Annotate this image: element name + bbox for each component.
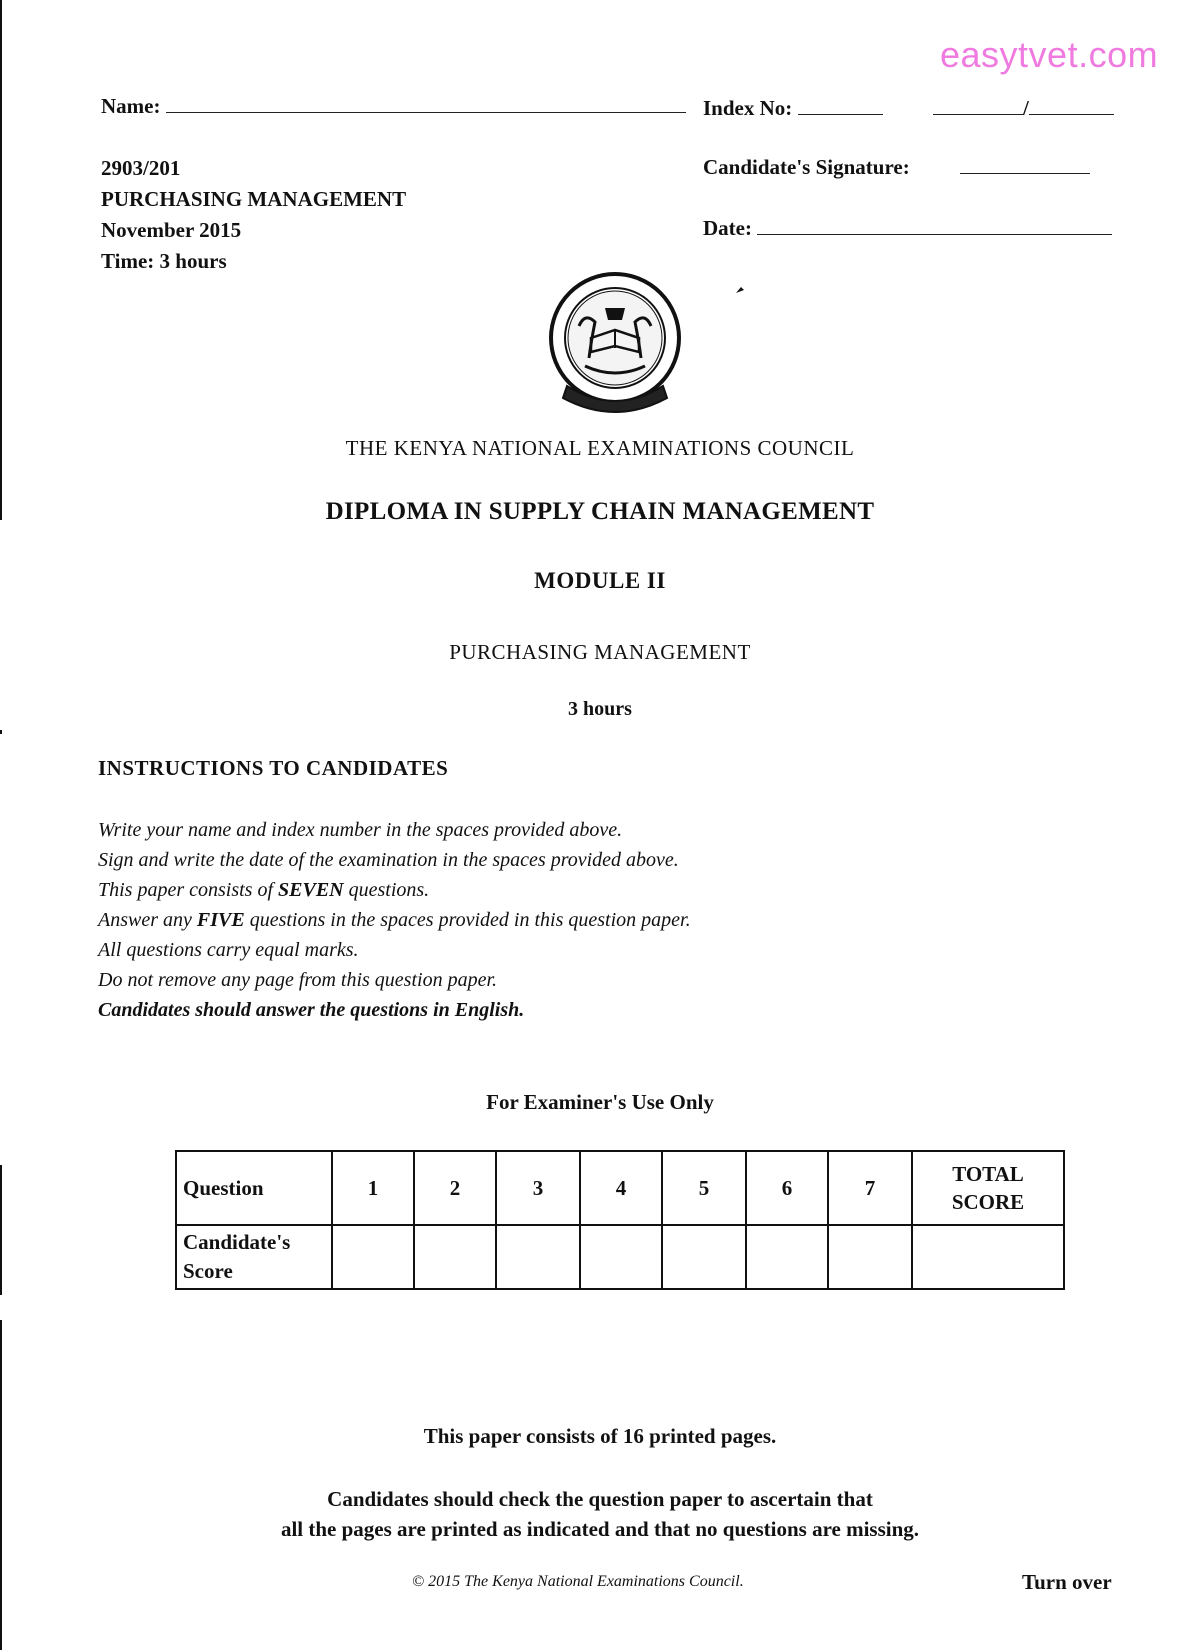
diploma-title: DIPLOMA IN SUPPLY CHAIN MANAGEMENT xyxy=(325,498,875,525)
date-field[interactable] xyxy=(703,216,1112,241)
date-label: Date: xyxy=(703,216,752,240)
total-label: TOTAL xyxy=(952,1162,1024,1186)
instruction-emphasis: SEVEN xyxy=(278,879,344,901)
question-number: 7 xyxy=(828,1151,912,1225)
duration: 3 hours xyxy=(568,698,632,720)
index-separator: / xyxy=(1023,96,1029,120)
question-number: 2 xyxy=(414,1151,496,1225)
paper-session: November 2015 xyxy=(101,218,242,242)
index-field[interactable] xyxy=(703,96,1114,121)
scan-edge-mark xyxy=(0,1165,2,1295)
question-row-label: Question xyxy=(176,1151,332,1225)
name-label: Name: xyxy=(101,94,161,118)
paper-meta xyxy=(101,153,406,277)
instruction-text: questions in the spaces provided in this question paper. xyxy=(244,909,691,931)
score-label: Score xyxy=(183,1259,233,1283)
total-score-header xyxy=(912,1151,1064,1225)
instruction-line: All questions carry equal marks. xyxy=(98,939,359,961)
score-cell[interactable] xyxy=(332,1225,414,1289)
signature-line[interactable] xyxy=(960,173,1090,174)
score-cell[interactable] xyxy=(662,1225,746,1289)
instruction-line: Sign and write the date of the examination in the spaces provided above. xyxy=(98,849,679,871)
index-label: Index No: xyxy=(703,96,793,120)
paper-time: Time: 3 hours xyxy=(101,249,227,273)
score-cell[interactable] xyxy=(496,1225,580,1289)
instruction-text: This paper consists of xyxy=(98,879,279,901)
check-note-line: Candidates should check the question paper to ascertain that xyxy=(327,1487,873,1511)
score-label: SCORE xyxy=(951,1190,1025,1214)
paper-code: 2903/201 xyxy=(101,156,181,180)
candidate-label: Candidate's xyxy=(183,1230,291,1254)
question-number: 3 xyxy=(496,1151,580,1225)
instructions-list xyxy=(98,815,691,1025)
check-note-line: all the pages are printed as indicated and that no questions are missing. xyxy=(280,1517,920,1541)
index-line-2[interactable] xyxy=(933,114,1023,115)
instruction-emphasis: FIVE xyxy=(196,909,245,931)
signature-field[interactable] xyxy=(703,155,1090,180)
question-number: 1 xyxy=(332,1151,414,1225)
question-number: 5 xyxy=(662,1151,746,1225)
signature-label: Candidate's Signature: xyxy=(703,155,910,179)
date-line[interactable] xyxy=(757,234,1112,235)
score-table-caption: For Examiner's Use Only xyxy=(486,1090,714,1114)
instruction-line: Candidates should answer the questions in English. xyxy=(98,999,525,1021)
paper-subject: PURCHASING MANAGEMENT xyxy=(101,187,407,211)
name-line[interactable] xyxy=(166,112,686,113)
index-line-1[interactable] xyxy=(798,114,883,115)
module-title: MODULE II xyxy=(534,568,666,593)
instruction-line xyxy=(98,875,691,905)
instruction-line: Write your name and index number in the spaces provided above. xyxy=(98,819,623,841)
score-table xyxy=(175,1150,1065,1290)
instruction-line: Do not remove any page from this question paper. xyxy=(98,969,498,991)
question-number: 6 xyxy=(746,1151,828,1225)
candidate-score-label xyxy=(176,1225,332,1289)
score-cell[interactable] xyxy=(414,1225,496,1289)
instruction-text: questions. xyxy=(343,879,430,901)
score-cell[interactable] xyxy=(828,1225,912,1289)
question-number: 4 xyxy=(580,1151,662,1225)
check-note xyxy=(0,1484,1200,1544)
instruction-line xyxy=(98,905,691,935)
name-field[interactable] xyxy=(101,94,686,119)
index-line-3[interactable] xyxy=(1029,114,1114,115)
page-count-note: This paper consists of 16 printed pages. xyxy=(423,1424,777,1448)
knec-seal-icon xyxy=(545,268,685,418)
score-cell[interactable] xyxy=(580,1225,662,1289)
score-cell[interactable] xyxy=(746,1225,828,1289)
subject-title: PURCHASING MANAGEMENT xyxy=(449,640,751,664)
council-title: THE KENYA NATIONAL EXAMINATIONS COUNCIL xyxy=(345,436,855,460)
watermark: easytvet.com xyxy=(940,34,1159,75)
turn-over: Turn over xyxy=(1022,1570,1112,1594)
copyright: © 2015 The Kenya National Examinations Council. xyxy=(412,1573,744,1590)
instruction-text: Answer any xyxy=(98,909,197,931)
scan-speck-icon xyxy=(734,284,746,296)
total-score-cell[interactable] xyxy=(912,1225,1064,1289)
instructions-title: INSTRUCTIONS TO CANDIDATES xyxy=(98,756,449,780)
scan-edge-mark xyxy=(0,730,2,734)
